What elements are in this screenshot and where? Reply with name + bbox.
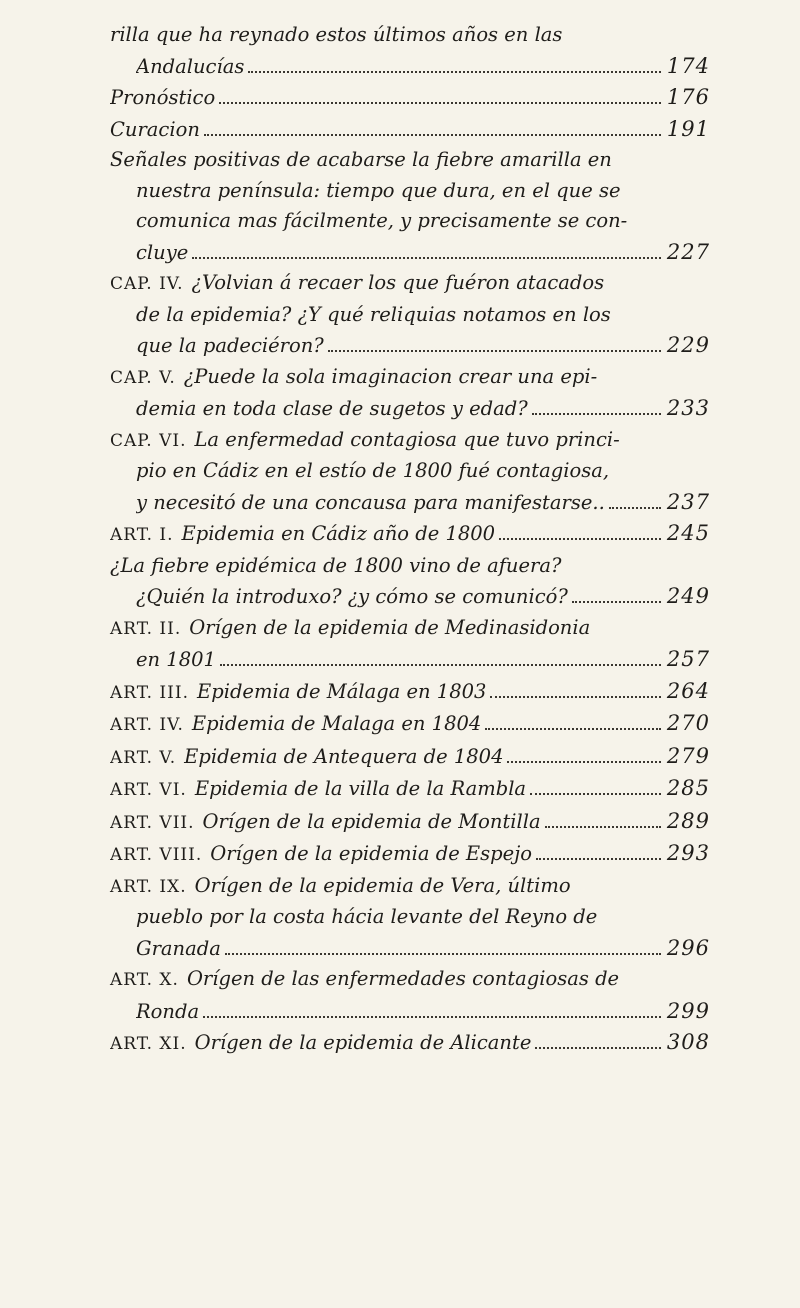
leader-dots	[609, 507, 661, 509]
page-number: 227	[666, 239, 710, 264]
page-number: 245	[666, 521, 710, 545]
leader-dots	[225, 953, 661, 955]
toc-entry	[110, 806, 710, 839]
page-number: 285	[666, 776, 710, 800]
entry-label: ART. III.	[110, 682, 189, 703]
leader-dots	[248, 71, 661, 73]
entry-label: ART. X.	[110, 970, 179, 990]
entry-final-line: demia en toda clase de sugetos y edad? 233	[110, 393, 710, 425]
entry-final-line: ART. VIII. Orígen de la epidemia de Espejo 293	[110, 838, 710, 871]
page-number: 264	[666, 678, 710, 703]
leader-dots	[532, 413, 661, 415]
toc-entry	[110, 741, 710, 774]
entry-label: CAP. V.	[110, 367, 176, 388]
leader-dots	[204, 134, 661, 136]
entry-final-line: ART. V. Epidemia de Antequera de 1804 279	[110, 741, 710, 774]
entry-final-line: cluye 227	[110, 237, 710, 269]
leader-dots	[220, 664, 661, 666]
entry-line: pio en Cádiz en el estío de 1800 fué contagiosa,	[136, 459, 610, 482]
toc-entry	[110, 425, 710, 519]
page-number: 289	[666, 808, 710, 833]
toc-entry	[110, 964, 710, 1027]
entry-final-line: Curacion 191	[110, 114, 710, 146]
entry-line: CAP. V. ¿Puede la sola imaginacion crear una epi-	[110, 364, 598, 388]
entry-final-line: Granada 296	[110, 933, 710, 965]
entry-label: ART. IV.	[110, 715, 184, 735]
toc-entry	[110, 362, 710, 425]
entry-line: ART. IX. Orígen de la epidemia de Vera, último	[110, 873, 571, 897]
entry-label: CAP. IV.	[110, 274, 184, 294]
entry-final-line: que la padeciéron? 229	[110, 330, 710, 362]
toc-entry	[110, 20, 710, 82]
leader-dots	[545, 826, 661, 828]
entry-line: de la epidemia? ¿Y qué reliquias notamos en los	[136, 302, 611, 326]
entry-line: rilla que ha reynado estos últimos años en las	[110, 23, 563, 46]
entry-line: pueblo por la costa hácia levante del Reyno de	[136, 905, 598, 928]
entry-final-line: ART. III. Epidemia de Málaga en 1803 264	[110, 676, 710, 709]
entry-label: ART. IX.	[110, 876, 187, 897]
page-number: 176	[666, 85, 710, 109]
page-number: 308	[666, 1030, 710, 1054]
leader-dots	[203, 1016, 661, 1018]
page-number: 293	[666, 841, 710, 865]
entry-line: Señales positivas de acabarse la fiebre amarilla en	[110, 148, 612, 171]
page-number: 229	[666, 333, 710, 357]
entry-label: ART. VIII.	[110, 845, 203, 865]
leader-dots	[535, 1047, 661, 1049]
page-number: 233	[666, 396, 710, 420]
leader-dots	[485, 728, 661, 730]
entry-line: ART. X. Orígen de las enfermedades contagiosas de	[110, 967, 620, 990]
entry-label: ART. II.	[110, 618, 182, 639]
page-number: 174	[666, 53, 710, 78]
entry-final-line: Ronda 299	[110, 996, 710, 1028]
entry-final-line: ART. VII. Orígen de la epidemia de Montilla 289	[110, 806, 710, 839]
entry-final-line: ART. IV. Epidemia de Malaga en 1804 270	[110, 708, 710, 741]
entry-label: ART. VII.	[110, 812, 195, 833]
page-number: 237	[666, 489, 710, 514]
page-number: 270	[666, 711, 710, 735]
toc-entry	[110, 551, 710, 613]
page-number: 299	[666, 998, 710, 1023]
toc-entry	[110, 613, 710, 676]
entry-final-line: ART. XI. Orígen de la epidemia de Alicante 308	[110, 1027, 710, 1060]
entry-label: ART. XI.	[110, 1034, 187, 1054]
leader-dots	[499, 538, 661, 540]
entry-line: CAP. VI. La enfermedad contagiosa que tuvo princi-	[110, 427, 620, 451]
leader-dots	[530, 793, 661, 795]
entry-final-line: y necesitó de una concausa para manifestarse.. 237	[110, 487, 710, 519]
toc-entry	[110, 114, 710, 146]
entry-final-line: Pronóstico 176	[110, 82, 710, 114]
toc-entry	[110, 708, 710, 741]
entry-final-line: en 1801 257	[110, 644, 710, 676]
toc-entry	[110, 773, 710, 806]
leader-dots	[507, 761, 660, 763]
entry-label: CAP. VI.	[110, 430, 187, 451]
entry-line: ¿La fiebre epidémica de 1800 vino de afuera?	[110, 553, 562, 577]
toc-entry	[110, 1027, 710, 1060]
toc-entry	[110, 871, 710, 965]
entry-line: CAP. IV. ¿Volvian á recaer los que fuéron atacados	[110, 271, 605, 294]
table-of-contents	[110, 20, 710, 1060]
page-number: 191	[666, 116, 710, 141]
entry-final-line: ¿Quién la introduxo? ¿y cómo se comunicó? 249	[110, 581, 710, 613]
entry-final-line: ART. I. Epidemia en Cádiz año de 1800 245	[110, 518, 710, 551]
entry-line: nuestra península: tiempo que dura, en el que se	[136, 178, 621, 202]
page-number: 296	[666, 935, 710, 960]
toc-entry	[110, 82, 710, 114]
toc-entry	[110, 268, 710, 362]
toc-entry	[110, 838, 710, 871]
leader-dots	[192, 257, 661, 259]
leader-dots	[219, 102, 661, 104]
entry-line: ART. II. Orígen de la epidemia de Medinasidonia	[110, 615, 591, 639]
entry-line: comunica mas fácilmente, y precisamente se con-	[136, 209, 628, 232]
entry-final-line: Andalucías 174	[110, 51, 710, 83]
entry-label: ART. I.	[110, 525, 174, 545]
leader-dots	[328, 350, 661, 352]
toc-entry	[110, 145, 710, 268]
entry-label: ART. V.	[110, 747, 177, 768]
toc-entry	[110, 676, 710, 709]
leader-dots	[490, 696, 660, 698]
page-number: 257	[666, 647, 710, 671]
leader-dots	[536, 858, 661, 860]
entry-label: ART. VI.	[110, 780, 187, 800]
page-number: 249	[666, 584, 710, 608]
leader-dots	[572, 601, 661, 603]
entry-final-line: ART. VI. Epidemia de la villa de la Rambla 285	[110, 773, 710, 806]
page-number: 279	[666, 743, 710, 768]
toc-entry	[110, 518, 710, 551]
